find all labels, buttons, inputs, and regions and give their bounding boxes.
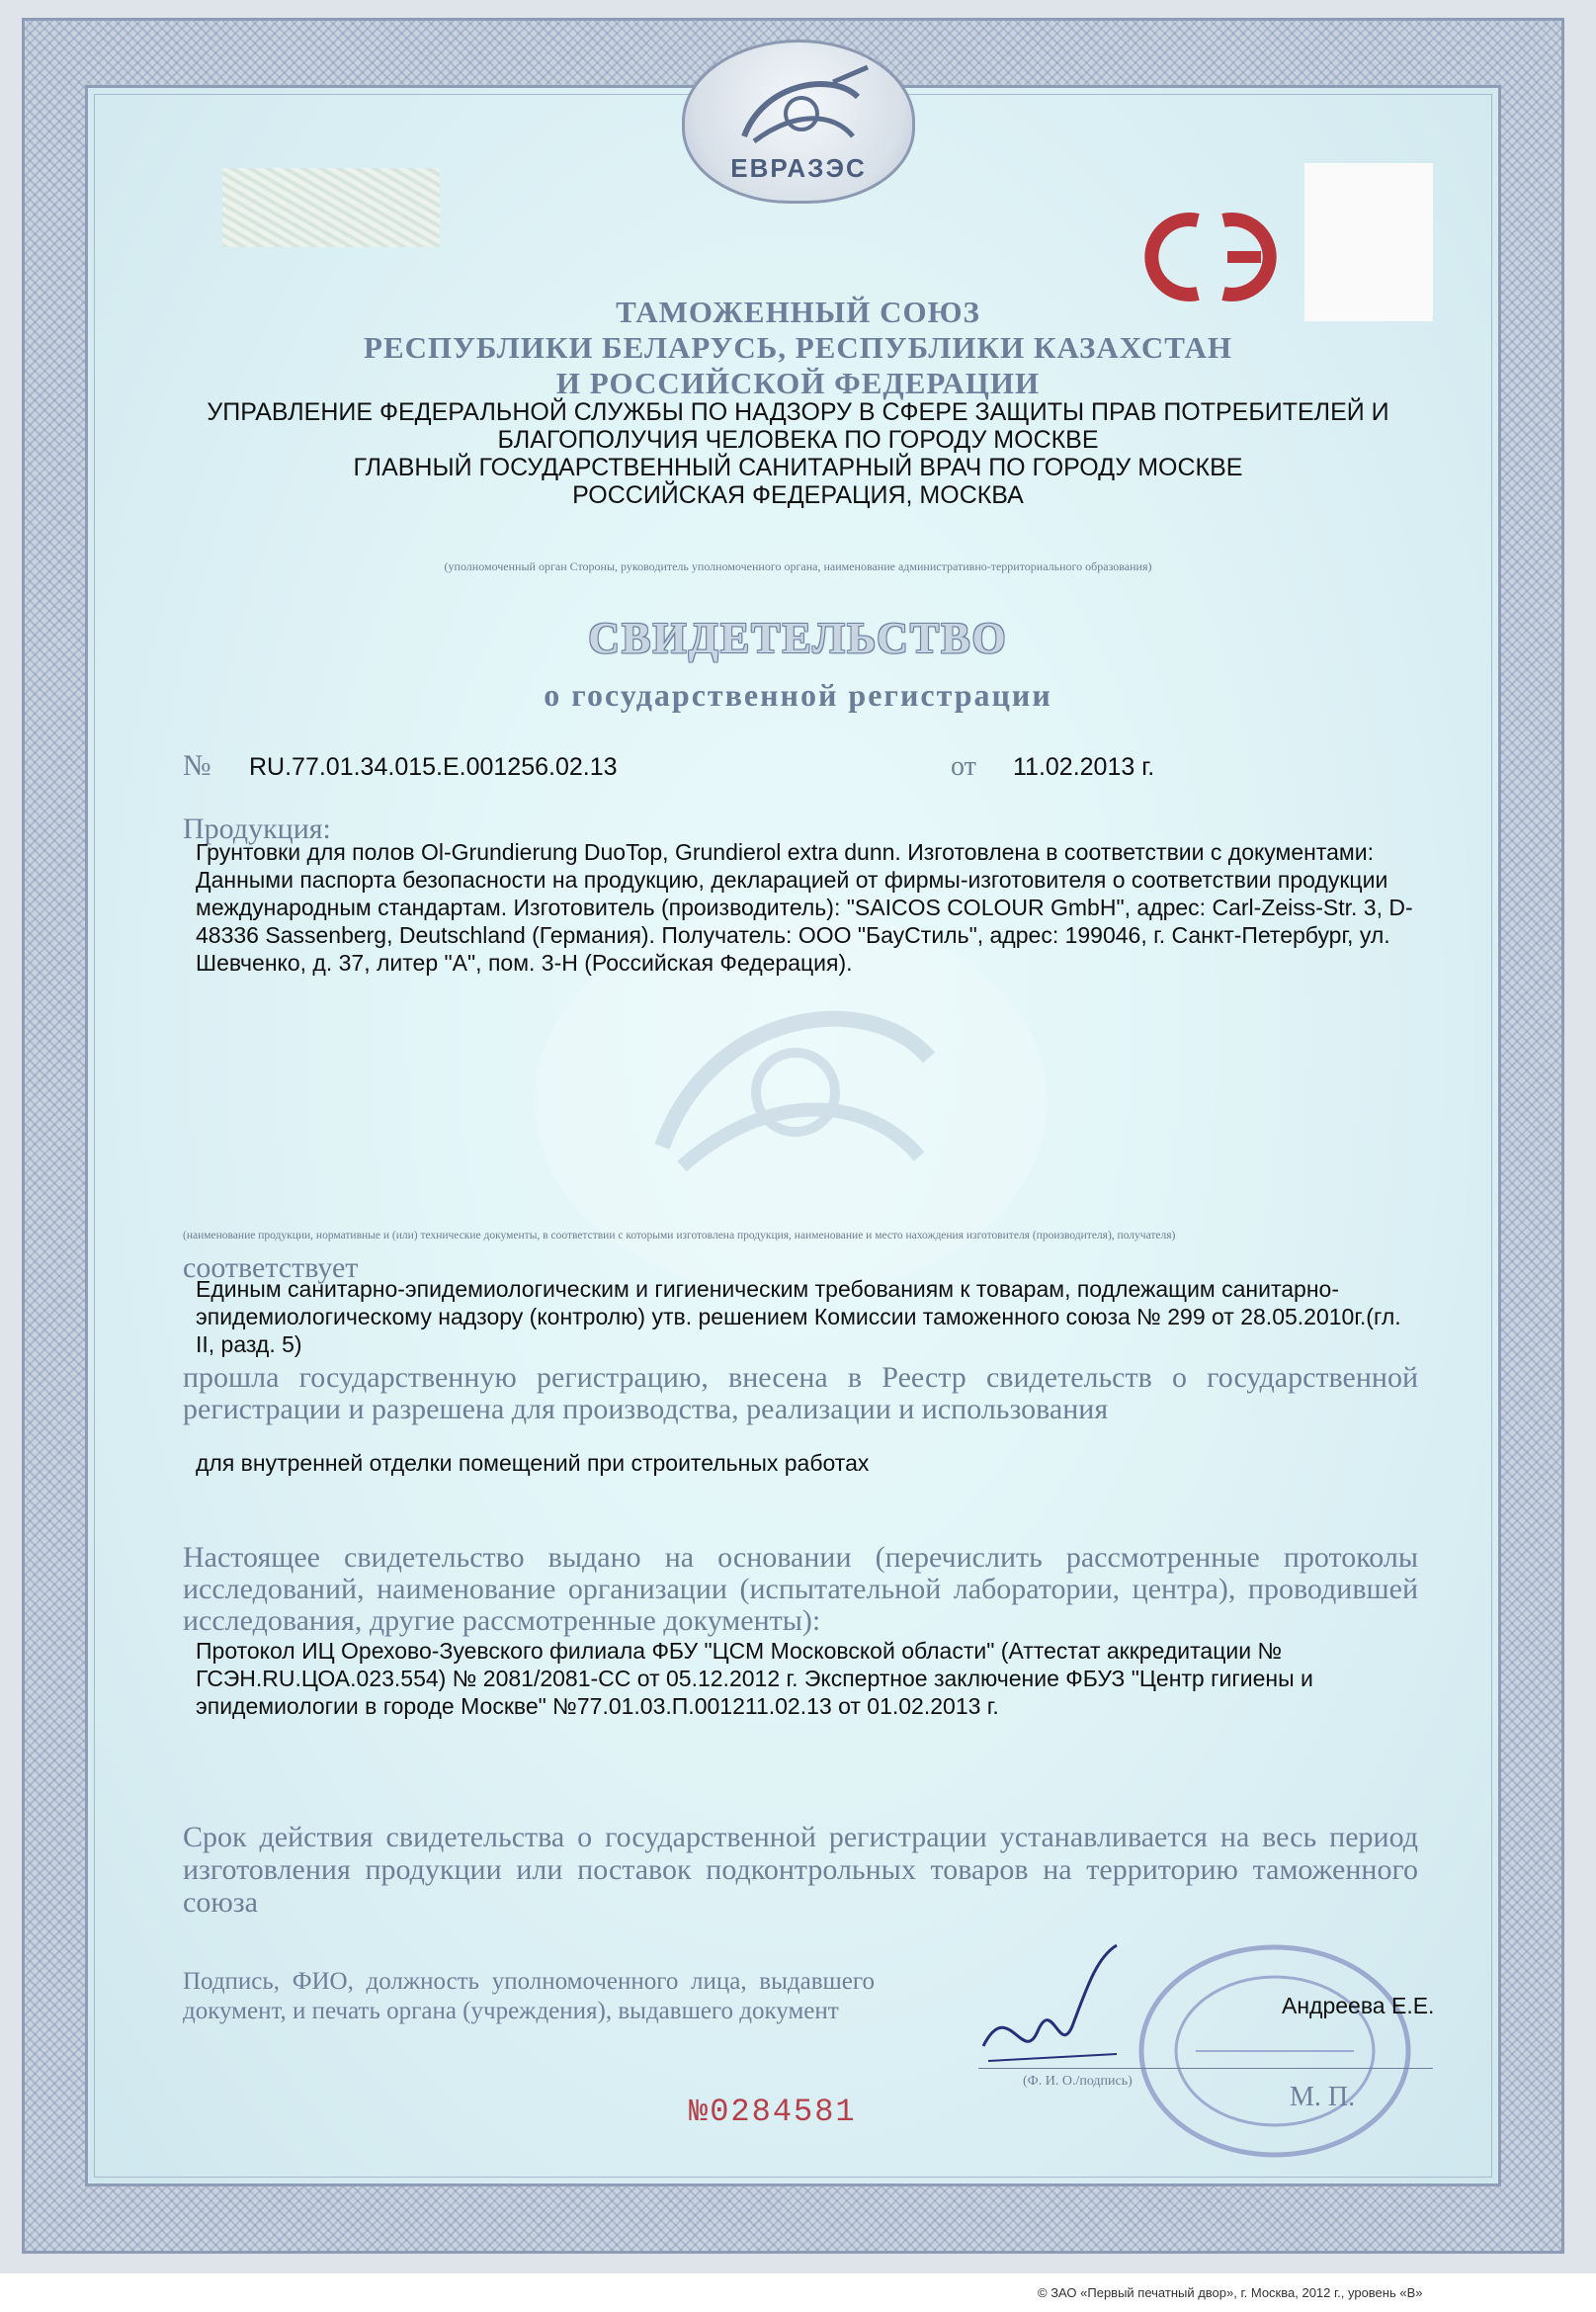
basis-label: Настоящее свидетельство выдано на основании (перечислить рассмотренные протоколы исследований, наименование организации (испытательной лаборатории, центра), проводившей исследования, другие рассмотренные документы): xyxy=(183,1541,1418,1637)
eurasec-emblem xyxy=(682,40,915,204)
union-title-line-1: ТАМОЖЕННЫЙ СОЮЗ xyxy=(616,295,980,329)
registration-number: RU.77.01.34.015.Е.001256.02.13 xyxy=(249,753,618,781)
compliance-label: соответствует xyxy=(183,1251,359,1284)
signature-caption: (Ф. И. О./подпись) xyxy=(1023,2074,1133,2089)
compliance-text: Единым санитарно-эпидемиологическим и гигиеническим требованиям к товарам, подлежащим санитарно-эпидемиологическому надзору (контролю) утв. решением Комиссии таможенного союза № 299 от 28.05.2010г.(гл. II, разд. 5) xyxy=(196,1276,1401,1357)
document-subtitle: о государственной регистрации xyxy=(544,677,1052,713)
authority-line-1: УПРАВЛЕНИЕ ФЕДЕРАЛЬНОЙ СЛУЖБЫ ПО НАДЗОРУ В СФЕРЕ ЗАЩИТЫ ПРАВ ПОТРЕБИТЕЛЕЙ И xyxy=(207,398,1389,426)
authority-line-3: ГЛАВНЫЙ ГОСУДАРСТВЕННЫЙ САНИТАРНЫЙ ВРАЧ ПО ГОРОДУ МОСКВЕ xyxy=(353,454,1243,481)
registration-date: 11.02.2013 г. xyxy=(1013,753,1155,781)
emblem-label: ЕВРАЗЭС xyxy=(730,153,867,183)
handwritten-signature xyxy=(968,1937,1127,2086)
union-title-line-3: И РОССИЙСКОЙ ФЕДЕРАЦИИ xyxy=(555,366,1041,400)
seal-place-label: М. П. xyxy=(1290,2082,1356,2112)
official-seal-icon xyxy=(1127,1937,1423,2165)
basis-documents: Протокол ИЦ Орехово-Зуевского филиала ФБУ "ЦСМ Московской области" (Аттестат аккредитации № ГСЭН.RU.ЦОА.023.554) № 2081/2081-СС от 05.12.2012 г. Экспертное заключение ФБУЗ "Центр гигиены и эпидемиологии в городе Москве" №77.01.03.П.001211.02.13 от 01.02.2013 г. xyxy=(196,1638,1313,1719)
signature-label: Подпись, ФИО, должность уполномоченного лица, выдавшего документ, и печать органа (учреждения), выдавшего документ xyxy=(183,1968,875,2024)
printer-note: © ЗАО «Первый печатный двор», г. Москва, 2012 г., уровень «В» xyxy=(1038,2285,1423,2300)
product-label: Продукция: xyxy=(183,813,331,845)
validity-text: Срок действия свидетельства о государственной регистрации устанавливается на весь период изготовления продукции или поставок подконтрольных товаров на территорию таможенного союза xyxy=(183,1821,1418,1919)
authority-line-4: РОССИЙСКАЯ ФЕДЕРАЦИЯ, МОСКВА xyxy=(572,481,1024,509)
product-caption: (наименование продукции, нормативные и (или) технические документы, в соответствии с которыми изготовлена продукция, наименование и место нахождения изготовителя (производителя), получателя) xyxy=(183,1230,1176,1242)
authority-line-2: БЛАГОПОЛУЧИЯ ЧЕЛОВЕКА ПО ГОРОДУ МОСКВЕ xyxy=(497,426,1099,454)
document-title: СВИДЕТЕЛЬСТВО xyxy=(588,614,1008,662)
registration-statement: прошла государственную регистрацию, внесена в Реестр свидетельств о государственной регистрации и разрешена для производства, реализации и использования xyxy=(183,1361,1418,1425)
number-label: № xyxy=(183,749,211,782)
usage-scope: для внутренней отделки помещений при строительных работах xyxy=(196,1450,870,1476)
union-title-line-2: РЕСПУБЛИКИ БЕЛАРУСЬ, РЕСПУБЛИКИ КАЗАХСТАН xyxy=(364,330,1232,365)
authority-caption: (уполномоченный орган Стороны, руководитель уполномоченного органа, наименование административно-территориального образования) xyxy=(444,559,1152,573)
hologram-sticker xyxy=(222,168,440,247)
signature-line xyxy=(978,2068,1433,2069)
blank-serial-number: №0284581 xyxy=(689,2094,857,2130)
product-description: Грунтовки для полов Ol-Grundierung DuoTop, Grundierol extra dunn. Изготовлена в соответствии с документами: Данными паспорта безопасности на продукцию, декларацией от фирмы-изготовителя о соответствии продукции международным стандартам. Изготовитель (производитель): "SAICOS COLOUR GmbH", адрес: Carl-Zeiss-Str. 3, D-48336 Sassenberg, Deutschland (Германия). Получатель: ООО "БауСтиль", адрес: 199046, г. Санкт-Петербург, ул. Шевченко, д. 37, литер "А", пом. 3-Н (Российская Федерация). xyxy=(196,839,1413,976)
date-label: от xyxy=(951,751,976,782)
signer-name: Андреева Е.Е. xyxy=(1282,1993,1435,2018)
